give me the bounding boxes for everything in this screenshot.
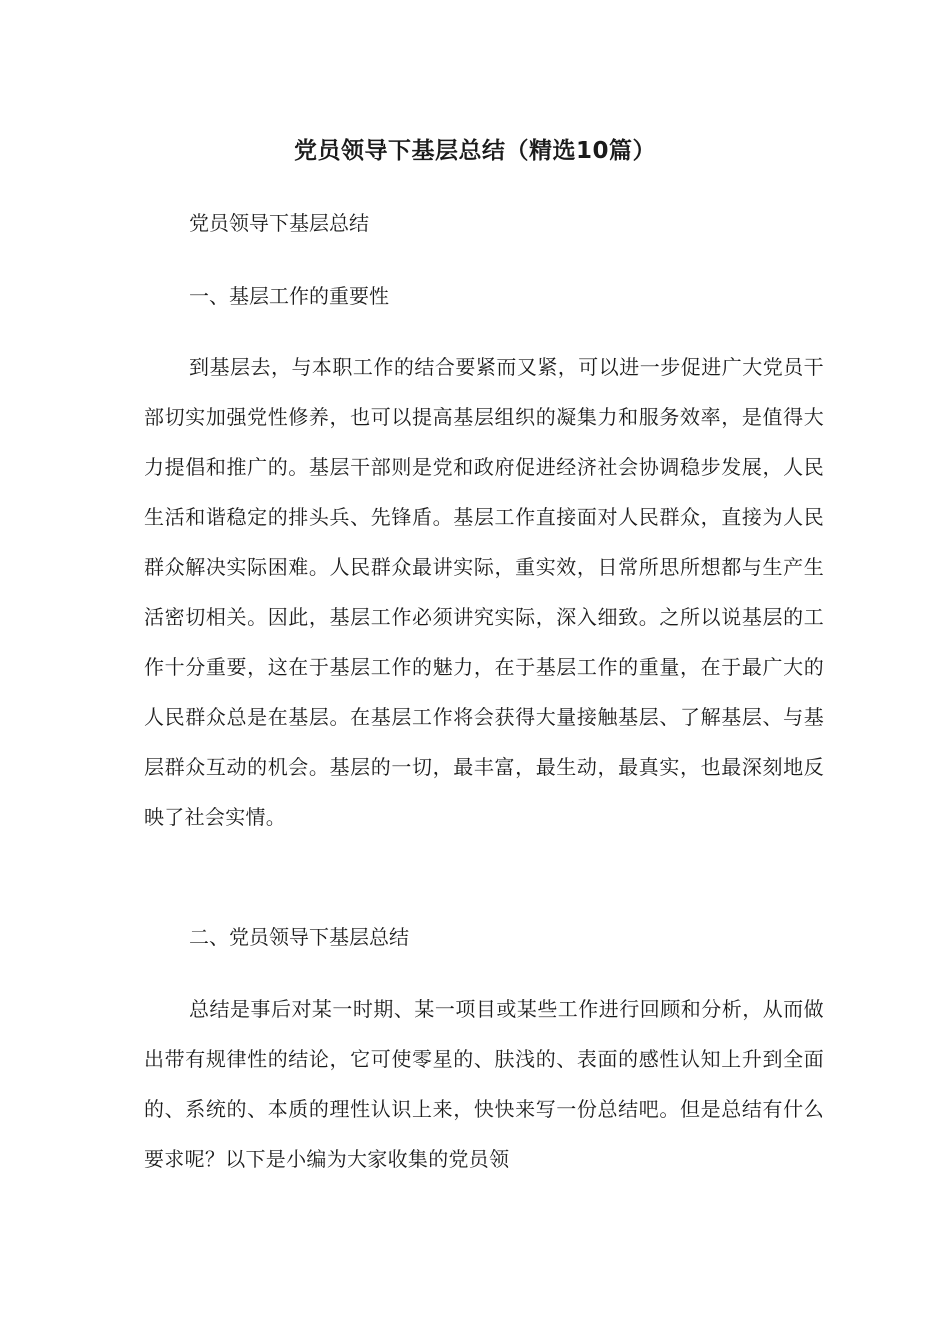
section1-paragraph: 到基层去，与本职工作的结合要紧而又紧，可以进一步促进广大党员干部切实加强党性修养，也可以提高基层组织的凝集力和服务效率，是值得大力提倡和推广的。基层干部则是党和政府促进经济社会协调稳步发展，人民生活和谐稳定的排头兵、先锋盾。基层工作直接面对人民群众，直接为人民群众解决实际困难。人民群众最讲实际，重实效，日常所思所想都与生产生活密切相关。因此，基层工作必须讲究实际，深入细致。之所以说基层的工作十分重要，这在于基层工作的魅力，在于基层工作的重量，在于最广大的人民群众总是在基层。在基层工作将会获得大量接触基层、了解基层、与基层群众互动的机会。基层的一切，最丰富，最生动，最真实，也最深刻地反映了社会实情。 (144, 355, 824, 829)
section2-paragraph: 总结是事后对某一时期、某一项目或某些工作进行回顾和分析，从而做出带有规律性的结论，它可使零星的、肤浅的、表面的感性认知上升到全面的、系统的、本质的理性认识上来，快快来写一份总结吧。但是总结有什么要求呢？以下是小编为大家收集的党员领 (144, 997, 824, 1171)
document-subtitle: 党员领导下基层总结 (189, 211, 369, 235)
document-title: 党员领导下基层总结（精选10篇） (293, 138, 656, 164)
section2-heading: 二、党员领导下基层总结 (189, 925, 409, 949)
section1-heading: 一、基层工作的重要性 (189, 284, 389, 308)
